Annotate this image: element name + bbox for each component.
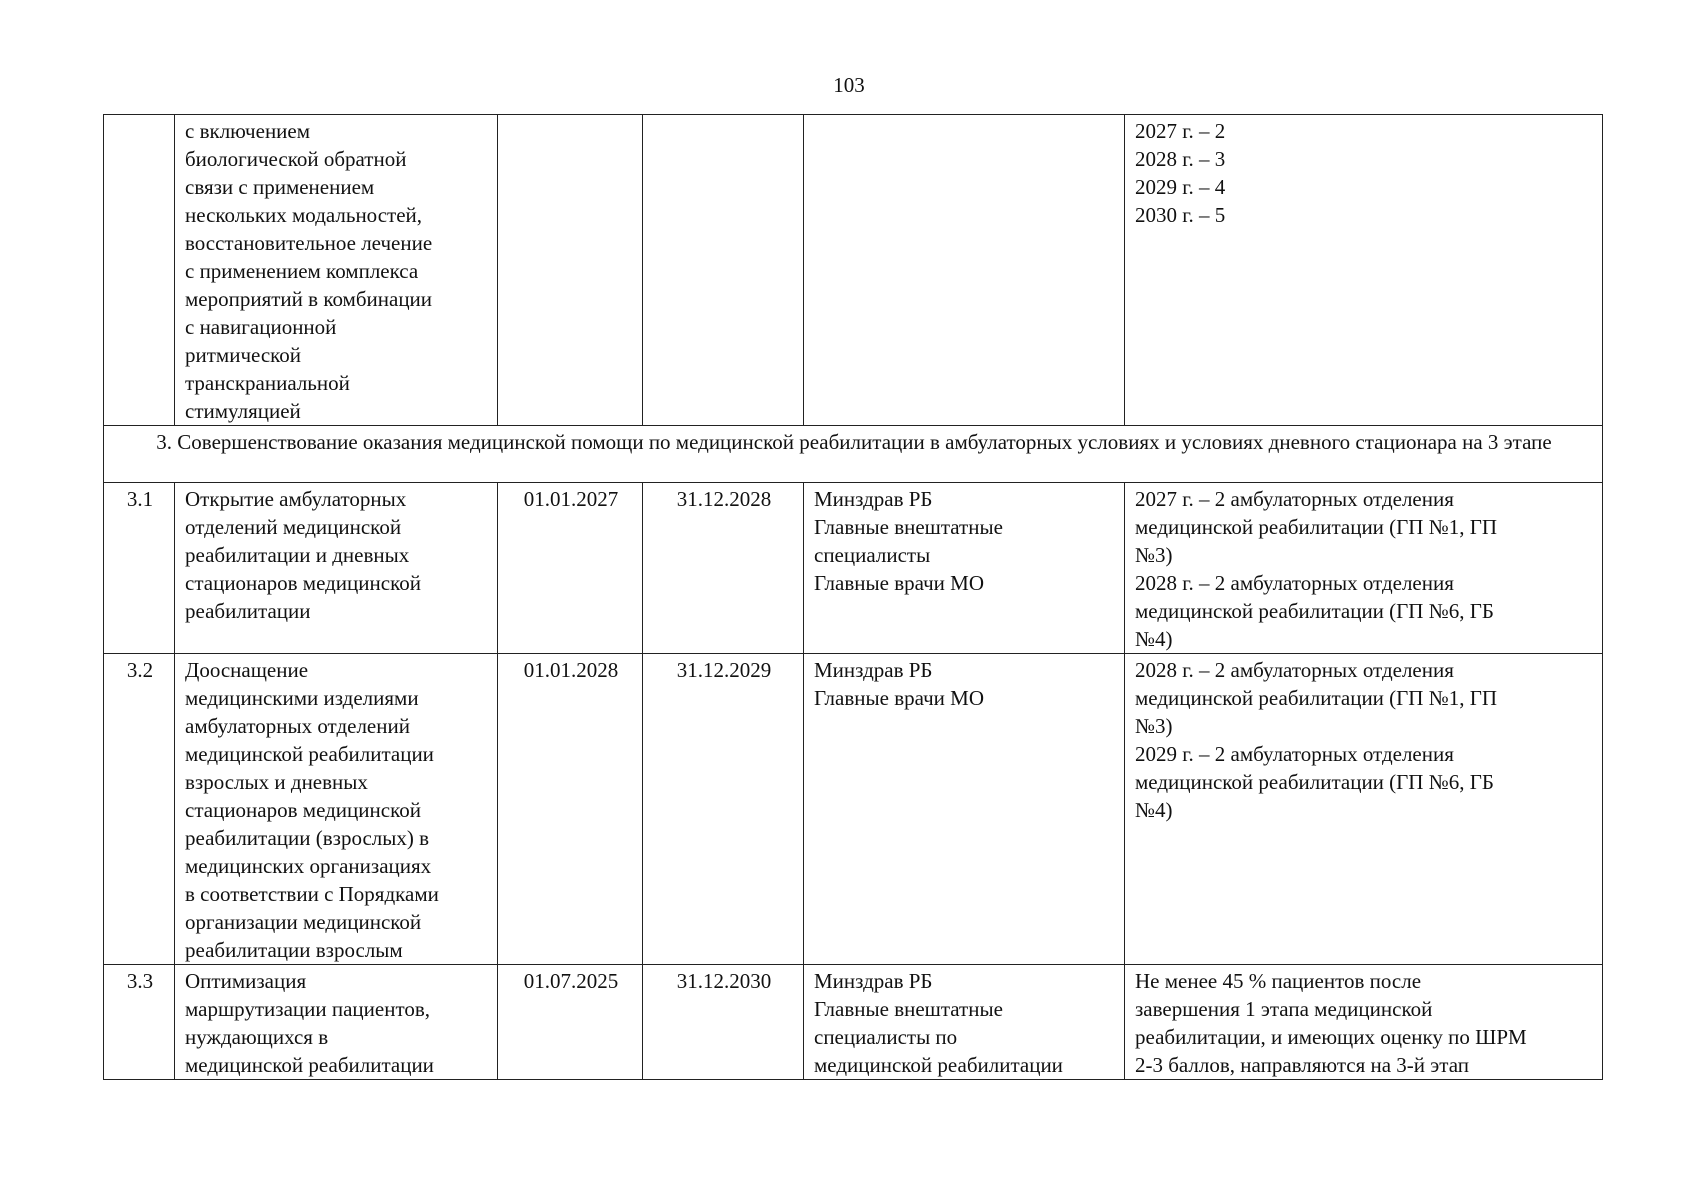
responsible-cell xyxy=(804,483,1125,654)
cell-text-line: взрослых и дневных xyxy=(185,770,368,794)
cell-text-line: медицинской реабилитации (ГП №6, ГБ xyxy=(1135,599,1494,623)
result-cell xyxy=(1125,483,1603,654)
cell-text-line: Дооснащение xyxy=(185,658,309,682)
cell-text-line: медицинскими изделиями xyxy=(185,686,419,710)
cell-text-line: 2029 г. – 2 амбулаторных отделения xyxy=(1135,742,1454,766)
cell-text-line: восстановительное лечение xyxy=(185,231,433,255)
responsible-cell xyxy=(804,115,1125,426)
cell-text-line: Не менее 45 % пациентов после xyxy=(1135,969,1422,993)
cell-text-line: Оптимизация xyxy=(185,969,307,993)
description-cell xyxy=(175,483,498,654)
cell-text-line: нескольких модальностей, xyxy=(185,203,423,227)
cell-text-line: с применением комплекса xyxy=(185,259,419,283)
cell-text-line: Главные внештатные xyxy=(814,515,1003,539)
cell-text-line: Главные врачи МО xyxy=(814,571,984,595)
cell-text-line: реабилитации и дневных xyxy=(185,543,410,567)
end-date-cell: 31.12.2030 xyxy=(643,965,804,1080)
cell-text-line: №3) xyxy=(1135,714,1173,738)
cell-text-line: 2027 г. – 2 амбулаторных отделения xyxy=(1135,487,1454,511)
start-date-cell: 01.07.2025 xyxy=(498,965,643,1080)
cell-text-line: реабилитации, и имеющих оценку по ШРМ xyxy=(1135,1025,1527,1049)
end-date-cell: 31.12.2029 xyxy=(643,654,804,965)
cell-text-line: ритмической xyxy=(185,343,302,367)
cell-text-line: стационаров медицинской xyxy=(185,571,421,595)
description-cell xyxy=(175,654,498,965)
cell-text-line: №4) xyxy=(1135,627,1173,651)
cell-text-line: Главные врачи МО xyxy=(814,686,984,710)
cell-text-line: связи с применением xyxy=(185,175,375,199)
end-date-cell: 31.12.2028 xyxy=(643,483,804,654)
cell-text-line: в соответствии с Порядками xyxy=(185,882,439,906)
cell-text-line: 2028 г. – 2 амбулаторных отделения xyxy=(1135,658,1454,682)
responsible-cell xyxy=(804,654,1125,965)
cell-text-line: с навигационной xyxy=(185,315,337,339)
cell-text-line: медицинских организациях xyxy=(185,854,432,878)
result-cell xyxy=(1125,965,1603,1080)
cell-text-line: реабилитации xyxy=(185,599,311,623)
cell-text-line: медицинской реабилитации (ГП №1, ГП xyxy=(1135,686,1498,710)
cell-text-line: 2030 г. – 5 xyxy=(1135,203,1226,227)
cell-text-line: нуждающихся в xyxy=(185,1025,329,1049)
cell-text-line: Открытие амбулаторных xyxy=(185,487,407,511)
cell-text-line: 2028 г. – 2 амбулаторных отделения xyxy=(1135,571,1454,595)
result-cell xyxy=(1125,115,1603,426)
cell-text-line: 2028 г. – 3 xyxy=(1135,147,1226,171)
row-number-cell: 3.1 xyxy=(104,483,175,654)
cell-text-line: медицинской реабилитации (ГП №6, ГБ xyxy=(1135,770,1494,794)
cell-text-line: транскраниальной xyxy=(185,371,350,395)
start-date-cell: 01.01.2028 xyxy=(498,654,643,965)
cell-text-line: 2-3 баллов, направляются на 3-й этап xyxy=(1135,1053,1470,1077)
cell-text-line: специалисты xyxy=(814,543,931,567)
cell-text-line: амбулаторных отделений xyxy=(185,714,410,738)
cell-text-line: реабилитации взрослым xyxy=(185,938,403,962)
cell-text-line: №3) xyxy=(1135,543,1173,567)
page-number: 103 xyxy=(833,73,865,97)
cell-text-line: медицинской реабилитации xyxy=(814,1053,1063,1077)
cell-text-line: Минздрав РБ xyxy=(814,487,933,511)
cell-text-line: организации медицинской xyxy=(185,910,422,934)
row-number-cell: 3.2 xyxy=(104,654,175,965)
table-row-continuation xyxy=(104,115,1603,426)
row-number-cell: 3.3 xyxy=(104,965,175,1080)
cell-text-line: реабилитации (взрослых) в xyxy=(185,826,430,850)
cell-text-line: биологической обратной xyxy=(185,147,407,171)
table-row xyxy=(104,654,1603,965)
start-date-cell: 01.01.2027 xyxy=(498,483,643,654)
cell-text-line: Минздрав РБ xyxy=(814,969,933,993)
row-number-cell xyxy=(104,115,175,426)
cell-text-line: маршрутизации пациентов, xyxy=(185,997,431,1021)
responsible-cell xyxy=(804,965,1125,1080)
cell-text-line: стимуляцией xyxy=(185,399,301,423)
cell-text-line: медицинской реабилитации (ГП №1, ГП xyxy=(1135,515,1498,539)
cell-text-line: Минздрав РБ xyxy=(814,658,933,682)
cell-text-line: с включением xyxy=(185,119,311,143)
description-cell xyxy=(175,965,498,1080)
section-title: 3. Совершенствование оказания медицинской помощи по медицинской реабилитации в амбулаторных условиях и условиях дневного стационара на 3 этапе xyxy=(104,426,1603,483)
result-cell xyxy=(1125,654,1603,965)
cell-text-line: 2027 г. – 2 xyxy=(1135,119,1226,143)
section-header-row xyxy=(104,426,1603,483)
table-row xyxy=(104,965,1603,1080)
cell-text-line: медицинской реабилитации xyxy=(185,742,434,766)
description-cell xyxy=(175,115,498,426)
cell-text-line: стационаров медицинской xyxy=(185,798,421,822)
table-row xyxy=(104,483,1603,654)
cell-text-line: завершения 1 этапа медицинской xyxy=(1135,997,1433,1021)
cell-text-line: Главные внештатные xyxy=(814,997,1003,1021)
cell-text-line: медицинской реабилитации xyxy=(185,1053,434,1077)
cell-text-line: специалисты по xyxy=(814,1025,958,1049)
cell-text-line: отделений медицинской xyxy=(185,515,402,539)
cell-text-line: 2029 г. – 4 xyxy=(1135,175,1226,199)
cell-text-line: №4) xyxy=(1135,798,1173,822)
measures-table xyxy=(103,114,1603,1080)
cell-text-line: мероприятий в комбинации xyxy=(185,287,433,311)
end-date-cell xyxy=(643,115,804,426)
start-date-cell xyxy=(498,115,643,426)
